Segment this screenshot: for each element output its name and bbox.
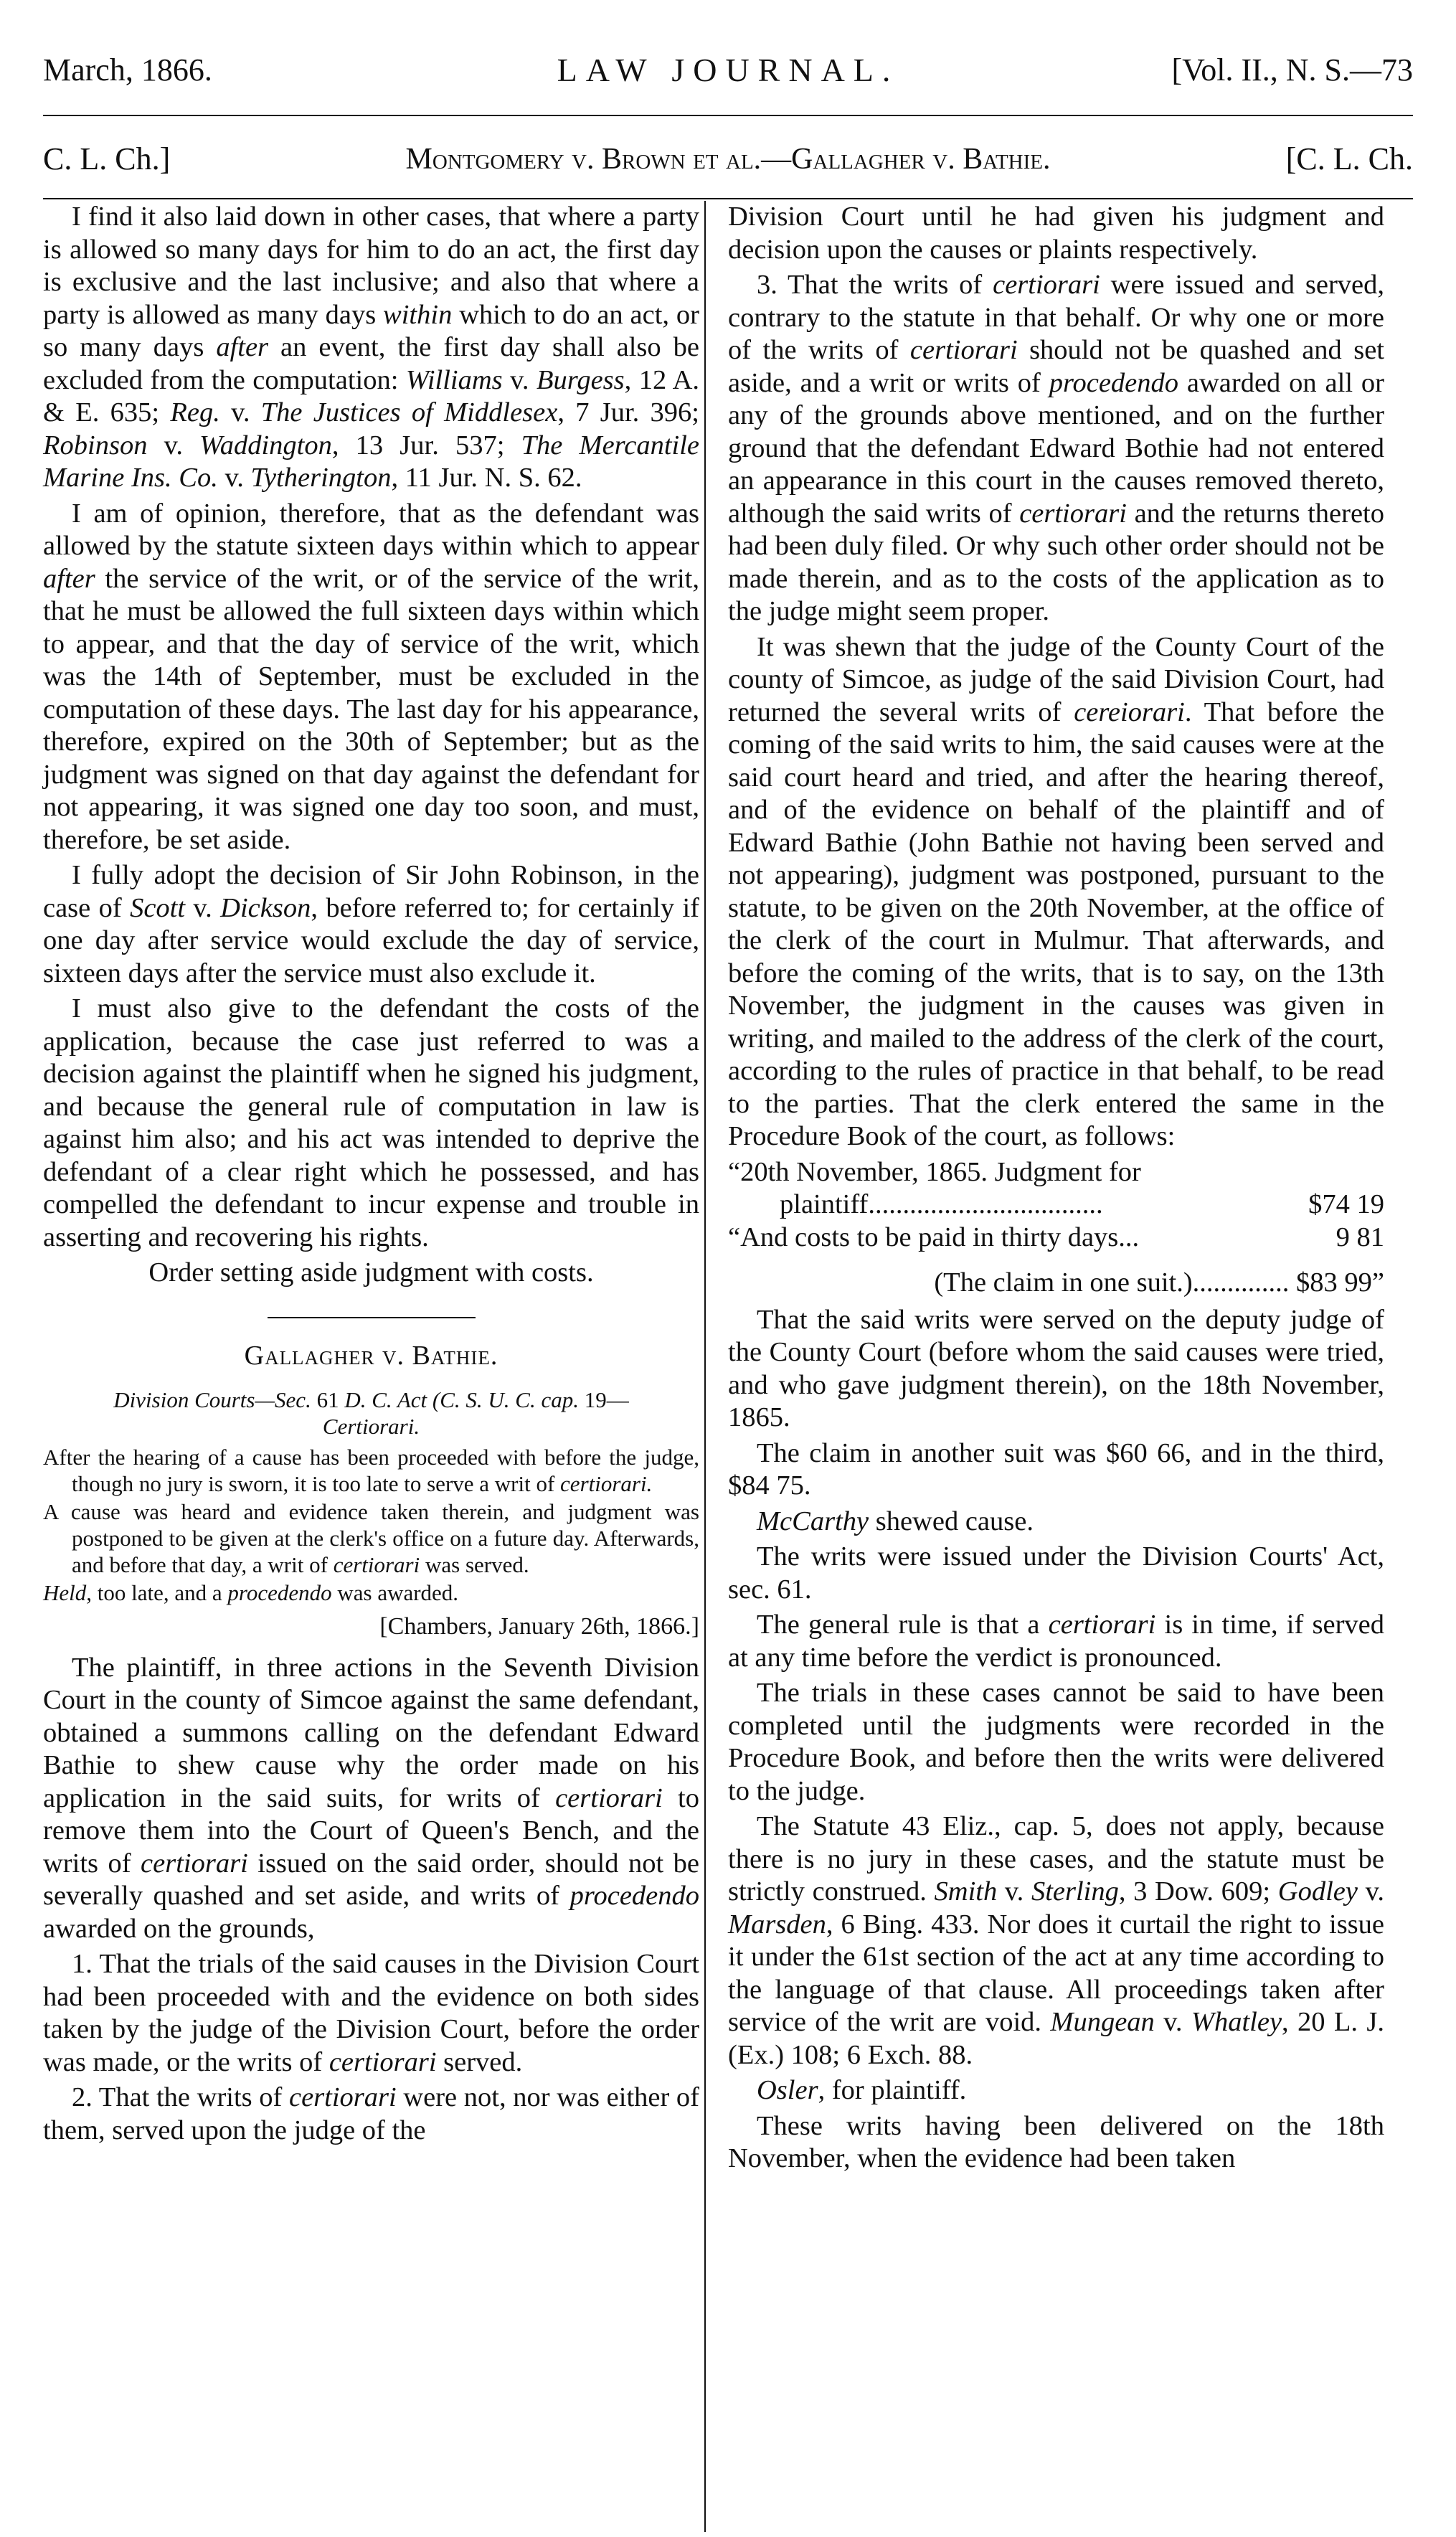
text-run: was served. [420, 1552, 529, 1577]
text-run: v. [1357, 1876, 1384, 1907]
paragraph [728, 631, 1384, 1153]
paragraph [728, 1506, 1384, 1539]
paragraph [728, 1437, 1384, 1503]
italic-run: Division Courts—Sec. [113, 1387, 311, 1412]
judgment-entry [728, 1156, 1384, 1255]
text-run: the service of the writ, or of the service of the writ, that he must be allowed the full sixteen days within which to appear, and that the day of service of the writ, which was the 14th of September, must be excluded in the computation of these days. The last day for his appearance, therefore, expired on the 30th of September; but as the judgment was signed on that day against the defendant for not appearing, it was signed one day too soon, and must, therefore, be set aside. [43, 563, 699, 855]
italic-run: procedendo [227, 1580, 332, 1605]
text-run: awarded on the grounds, [43, 1913, 315, 1944]
paragraph [43, 1948, 699, 2079]
column-divider [704, 201, 706, 2532]
italic-run: within [383, 299, 453, 330]
paragraph [728, 2110, 1384, 2175]
text-run: The plaintiff, in three actions in the Seventh Division Court in the county of Simcoe against the same defendant, obtained a summons calling on the defendant Edward Bathie to shew cause why the order made on his application in the said suits, for writs of [43, 1652, 699, 1813]
headnote-item [43, 1498, 699, 1578]
italic-run: certiorari [141, 1848, 248, 1879]
italic-run: Reg. [170, 397, 220, 427]
text-run: were issued and served, contrary to the statute in that behalf. Or why one or more of the writs of [728, 270, 1384, 365]
paragraph [43, 2082, 699, 2147]
text-run: , 11 Jur. N. S. 62. [391, 463, 582, 493]
text-run: It was shewn that the judge of the County Court of the county of Simcoe, as judge of the said Division Court, had returned the several writs of [728, 631, 1384, 727]
text-run: were not, nor was either of them, served upon the judge of the [43, 2082, 699, 2145]
text-run: , 20 L. J. (Ex.) 108; 6 Exch. 88. [728, 2007, 1385, 2070]
italic-run: procedendo [569, 1881, 699, 1911]
text-run: 1. That the trials of the said causes in the Division Court had been proceeded with and the evidence on both sides taken by the judge of the Division Court, before the order was made, or the writs of [43, 1949, 699, 2077]
text-run: v. [997, 1876, 1031, 1907]
text-run: shewed cause. [869, 1506, 1034, 1536]
italic-run: Williams [405, 364, 503, 395]
text-run: an event, the first day shall also be excluded from the computation: [43, 332, 699, 395]
text-run: , for plaintiff. [818, 2075, 967, 2105]
text-run: That the said writs were served on the deputy judge of the County Court (before whom the said causes were tried, and who gave judgment therein), on the 18th November, 1865. [728, 1304, 1384, 1432]
paragraph [728, 269, 1384, 628]
text-run: I am of opinion, therefore, that as the defendant was allowed by the statute sixteen days within which to appear [43, 498, 699, 561]
text-run: The general rule is that a [757, 1610, 1049, 1640]
text-run: 2. That the writs of [72, 2082, 289, 2112]
paragraph [728, 1810, 1384, 2071]
text-run: 3. That the writs of [757, 270, 993, 300]
issue-date: March, 1866. [43, 52, 212, 88]
text-run: v. [1154, 2007, 1191, 2037]
text-run: 19— [578, 1387, 629, 1412]
italic-run: Held [43, 1580, 87, 1605]
text-run: is in time, if served at any time before the verdict is pronounced. [728, 1610, 1384, 1673]
paragraph [43, 1652, 699, 1946]
text-run: A cause was heard and evidence taken therein, and judgment was postponed to be given at the clerk's office on a future day. Afterwards, and before that day, a writ of [43, 1499, 699, 1577]
italic-run: Tytherington [250, 463, 392, 493]
headnote [43, 1386, 699, 1606]
volume-page: [Vol. II., N. S.—73 [1171, 52, 1413, 88]
case-header [43, 141, 1413, 181]
text-run: The writs were issued under the Division Courts' Act, sec. 61. [728, 1541, 1384, 1605]
chambers-date: [Chambers, January 26th, 1866.] [379, 1613, 699, 1640]
court-label-right: [C. L. Ch. [1285, 141, 1413, 176]
headnote-item [43, 1444, 699, 1497]
order-line: Order setting aside judgment with costs. [148, 1257, 594, 1288]
italic-run: certiorari [288, 2082, 397, 2112]
court-note [43, 1386, 699, 1440]
costs-amount: 9 81 [1336, 1222, 1384, 1252]
italic-run: The Mercantile Marine Ins. Co. [43, 430, 699, 493]
text-run: These writs having been delivered on the 18th November, when the evidence had been taken [728, 2110, 1384, 2173]
italic-run: Godley [1277, 1876, 1358, 1907]
text-run: , too late, and a [86, 1580, 228, 1605]
italic-run: certiorari [555, 1782, 663, 1813]
text-run: , 12 A. & E. 635; [43, 364, 699, 427]
paragraph [43, 859, 699, 990]
text-run: , 3 Dow. 609; [1118, 1876, 1278, 1907]
text-run: served. [436, 2046, 523, 2077]
judgment-line: “20th November, 1865. Judgment for [728, 1156, 1141, 1187]
italic-run: Certiorari. [322, 1414, 420, 1439]
text-run: v. [147, 430, 200, 460]
italic-run: certiorari [909, 335, 1018, 365]
running-case-title: Montgomery v. Brown et al.—Gallagher v. Bathie. [405, 143, 1051, 176]
italic-run: McCarthy [757, 1506, 869, 1536]
journal-title: LAW JOURNAL. [557, 52, 899, 88]
text-run: I fully adopt the decision of Sir John Robinson, in the case of [43, 860, 699, 923]
case-title: Gallagher v. Bathie. [244, 1340, 498, 1371]
text-run: , before referred to; for certainly if one day after service would exclude the day of service, sixteen days after the service must also exclude it. [43, 892, 699, 988]
italic-run: Smith [934, 1876, 998, 1907]
italic-run: Mungean [1050, 2007, 1155, 2037]
paragraph [728, 2074, 1384, 2107]
italic-run: Scott [130, 892, 186, 923]
italic-run: after [216, 332, 269, 362]
text-run: Division Court until he had given his judgment and decision upon the causes or plaints respectively. [728, 202, 1384, 265]
paragraph [728, 1304, 1384, 1435]
text-run: issued on the said order, should not be severally quashed and set aside, and writs of [43, 1848, 699, 1911]
section-divider [268, 1317, 476, 1318]
text-run: 61 [311, 1387, 345, 1412]
italic-run: certiorari [333, 1552, 420, 1577]
paragraph [43, 993, 699, 1254]
text-run: I find it also laid down in other cases, that where a party is allowed so many days for him to do an act, the first day is exclusive and the last inclusive; and also that where a party is allowed as many days [43, 202, 699, 330]
text-run: v. [219, 397, 261, 427]
italic-run: Waddington [199, 430, 332, 460]
paragraph [43, 201, 699, 495]
italic-run: certiorari [1019, 498, 1127, 529]
italic-run: Dickson [220, 892, 311, 923]
text-run: After the hearing of a cause has been proceeded with before the judge, though no jury is sworn, it is too late to serve a writ of [43, 1445, 699, 1496]
paragraph [728, 1609, 1384, 1674]
italic-run: certiorari [1048, 1610, 1156, 1640]
running-header [43, 52, 1413, 92]
paragraph [43, 498, 699, 857]
italic-run: Robinson [43, 430, 148, 460]
text-run: The claim in another suit was $60 66, and in the third, $84 75. [728, 1437, 1384, 1501]
judgment-amount: $74 19 [1308, 1189, 1384, 1219]
paragraph [728, 1541, 1384, 1606]
court-label-left: C. L. Ch.] [43, 141, 171, 176]
italic-run: after [43, 563, 95, 594]
italic-run: Burgess [536, 364, 625, 395]
italic-run: Osler [757, 2075, 818, 2105]
italic-run: D. C. Act (C. S. U. C. cap. [344, 1387, 579, 1412]
text-run: should not be quashed and set aside, and a writ or writs of [728, 335, 1384, 398]
text-run: was awarded. [331, 1580, 459, 1605]
text-run: v. [185, 892, 221, 923]
italic-run: Whatley [1191, 2007, 1282, 2037]
italic-run: cereiorari [1074, 696, 1185, 727]
text-run: awarded on all or any of the grounds above mentioned, and on the further ground that the defendant Edward Bothie had not entered an appearance in this court in the causes removed thereto, although the said writs of [728, 367, 1384, 529]
text-run: , 7 Jur. 396; [557, 397, 699, 427]
text-run: and the returns thereto had been duly filed. Or why such other order should not be made therein, and as to the costs of the application as to the judge might seem proper. [728, 498, 1384, 626]
text-run: which to do an act, or so many days [43, 299, 699, 362]
header-rule [43, 115, 1413, 116]
claim-total: (The claim in one suit.).............. $83 99” [934, 1267, 1384, 1298]
paragraph [728, 201, 1384, 266]
italic-run: certiorari [993, 270, 1100, 300]
italic-run: certiorari [328, 2046, 437, 2077]
italic-run: procedendo [1049, 367, 1179, 398]
text-run: The trials in these cases cannot be said to have been completed until the judgments were recorded in the Procedure Book, and before then the writs were delivered to the judge. [728, 1678, 1384, 1806]
text-run: , 6 Bing. 433. Nor does it curtail the right to issue it under the 61st section of the act at any time according to the language of that clause. All proceedings taken after service of the writ are void. [728, 1909, 1384, 2037]
paragraph [728, 1677, 1384, 1808]
italic-run: Sterling [1031, 1876, 1119, 1907]
case-header-rule [43, 198, 1413, 199]
italic-run: Marsden [728, 1909, 826, 1940]
text-run: I must also give to the defendant the costs of the application, because the case just referred to was a decision against the plaintiff when he signed his judgment, and because the general rule of computation in law is against him also; and his act was intended to deprive the defendant of a clear right which he possessed, and has compelled the defendant to incur expense and trouble in asserting and recovering his rights. [43, 993, 699, 1252]
text-run: The Statute 43 Eliz., cap. 5, does not apply, because there is no jury in these cases, and the statute must be strictly construed. [728, 1811, 1384, 1907]
costs-line: “And costs to be paid in thirty days... [728, 1222, 1140, 1252]
left-column [43, 201, 699, 2150]
right-column [728, 201, 1384, 2178]
text-run: , 13 Jur. 537; [331, 430, 521, 460]
judgment-plaintiff: plaintiff.................................. [780, 1189, 1103, 1219]
text-run: v. [502, 364, 536, 395]
text-run: v. [217, 463, 251, 493]
italic-run: certiorari. [560, 1471, 653, 1496]
headnote-item [43, 1579, 699, 1606]
text-run: . That before the coming of the said writs to him, the said causes were at the said court heard and tried, and after the hearing thereof, and of the evidence on behalf of the plaintiff and of Edward Bathie (John Bathie not having been served and not appearing), judgment was postponed, pursuant to the statute, to be given on the 20th November, at the office of the clerk of the court in Mulmur. That afterwards, and before the coming of the writs, that is to say, on the 13th November, the judgment in the causes was given in writing, and mailed to the address of the clerk of the court, according to the rules of practice in that behalf, to be read to the parties. That the clerk entered the same in the Procedure Book of the court, as follows: [728, 696, 1384, 1151]
text-run: to remove them into the Court of Queen's Bench, and the writs of [43, 1782, 699, 1879]
italic-run: The Justices of Middlesex [260, 397, 558, 427]
